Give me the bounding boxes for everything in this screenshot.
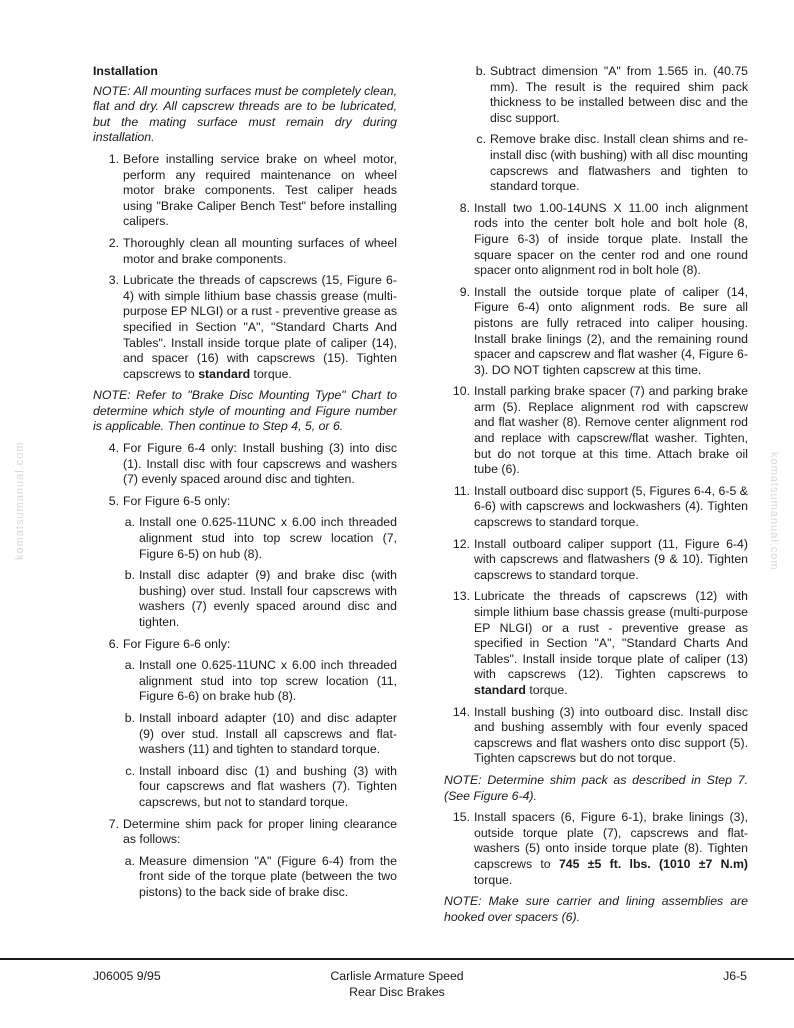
step-number: 2. — [108, 235, 119, 250]
step-7b — [444, 64, 748, 126]
section-heading: Installation — [93, 64, 158, 78]
note-mounting-type: NOTE: Refer to "Brake Disc Mounting Type" Chart to determine which style of mounting and Figure number is applicable. Then continue to Step 4, 5, or 6. — [93, 388, 397, 434]
step-5 — [93, 494, 397, 510]
step-7c — [444, 132, 748, 194]
step-text: Determine shim pack for proper lining clearance as follows: — [123, 816, 397, 847]
left-column — [93, 64, 397, 907]
substep-letter: b. — [475, 64, 486, 78]
step-text-part: torque. — [250, 366, 292, 381]
step-number: 9. — [459, 284, 470, 299]
step-text: For Figure 6-5 only: — [123, 493, 231, 508]
step-11 — [444, 484, 748, 531]
bold-term: standard — [474, 682, 526, 697]
bold-term: standard — [198, 366, 251, 381]
step-text — [474, 810, 748, 888]
substep-letter: c. — [476, 132, 486, 147]
watermark-left: komatsumanual.com — [14, 441, 26, 560]
step-text: Thoroughly clean all mounting surfaces of wheel motor and brake components. — [123, 235, 397, 266]
step-number: 4. — [108, 441, 119, 456]
step-number: 10. — [452, 384, 470, 399]
step-number: 8. — [459, 200, 470, 215]
substep-letter: a. — [124, 853, 135, 868]
step-12 — [444, 537, 748, 584]
footer-title-line2: Rear Disc Brakes — [349, 985, 445, 999]
substep-text: Install inboard adapter (10) and disc adapter (9) over stud. Install all capscrews and flat-washers (11) and tighten to standard torque. — [139, 710, 397, 757]
step-text: Install bushing (3) into outboard disc. Install disc and bushing assembly with four evenly spaced capscrews and flat washers onto disc support (5). Tighten capscrews but do not torque. — [474, 704, 748, 766]
step-text — [474, 589, 748, 698]
substep-letter: b. — [124, 568, 135, 583]
substep-letter: a. — [124, 658, 135, 673]
step-text: For Figure 6-6 only: — [123, 636, 231, 651]
step-text: Before installing service brake on wheel motor, perform any required maintenance on wheel motor brake components. Test caliper heads using "Brake Caliper Bench Test" before installing calipers. — [123, 151, 397, 229]
substep-text: Subtract dimension "A" from 1.565 in. (40.75 mm). The result is the required shim pack thickness to be installed between disc and the disc support. — [490, 64, 748, 125]
substep-text: Remove brake disc. Install clean shims and re-install disc (with bushing) with all disc mounting capscrews and flatwashers and tighten to standard torque. — [490, 132, 748, 194]
step-7a — [93, 854, 397, 901]
footer-divider — [0, 958, 794, 960]
step-number: 5. — [108, 493, 119, 508]
step-text-part: Lubricate the threads of capscrews (15, Figure 6-4) with simple lithium base chassis grease (multi-purpose EP NLGI) or a rust - preventive grease as specified in Section "A", "Standard Charts And Tables". Install inside torque plate of caliper (14), and spacer (16) with capscrews (15). Tighten capscrews to — [123, 273, 397, 381]
step-number: 7. — [108, 816, 119, 831]
step-14 — [444, 705, 748, 767]
substep-letter: c. — [125, 763, 135, 778]
step-13 — [444, 589, 748, 698]
step-6 — [93, 637, 397, 653]
footer-title — [247, 968, 547, 1000]
step-number: 1. — [108, 151, 119, 166]
step-text: Install parking brake spacer (7) and parking brake arm (5). Replace alignment rod with capscrew and flat washer (8). Remove center alignment rod and replace with capscrew/flat washer. Tighten, but do not torque at this time. Attach brake oil tube (6). — [474, 384, 748, 477]
step-text-part: torque. — [474, 872, 513, 887]
footer-doc-id: J06005 9/95 — [93, 969, 161, 983]
step-8 — [444, 201, 748, 279]
step-2 — [93, 236, 397, 267]
step-9 — [444, 285, 748, 379]
step-5a — [93, 515, 397, 562]
step-text: Install outboard disc support (5, Figures 6-4, 6-5 & 6-6) with capscrews and lockwashers (4). Tighten capscrews to standard torque. — [474, 483, 748, 530]
substep-text: Install inboard disc (1) and bushing (3) with four capscrews and flat washers (7). Tighten capscrews, but not to standard torque. — [139, 763, 397, 809]
step-text-part: torque. — [525, 682, 568, 697]
substep-letter: a. — [124, 515, 135, 530]
step-text — [123, 273, 397, 382]
note-mounting-surfaces: NOTE: All mounting surfaces must be completely clean, flat and dry. All capscrew threads are to be lubricated, but the mating surface must remain dry during installation. — [93, 83, 397, 145]
step-7 — [93, 817, 397, 848]
footer-title-line1: Carlisle Armature Speed — [330, 969, 464, 983]
page-number: J6-5 — [723, 969, 747, 983]
step-6c — [93, 764, 397, 811]
step-text: For Figure 6-4 only: Install bushing (3) into disc (1). Install disc with four capscrews and washers (7) evenly spaced around disc and tighten. — [123, 441, 397, 487]
step-text: Install two 1.00-14UNS X 11.00 inch alignment rods into the center bolt hole and bolt hole (8, Figure 6-3) of inside torque plate. Install the square spacer on the center rod and one round spacer onto alignment rod in bolt hole (8). — [474, 200, 748, 278]
substep-text: Measure dimension "A" (Figure 6-4) from the front side of the torque plate (between the two pistons) to the back side of brake disc. — [139, 853, 397, 899]
step-number: 6. — [108, 636, 119, 651]
right-column — [444, 64, 748, 931]
step-15 — [444, 810, 748, 888]
step-4 — [93, 441, 397, 488]
step-number: 11. — [453, 483, 470, 498]
step-text-part: Lubricate the threads of capscrews (12) with simple lithium base chassis grease (multi-purpose EP NLGI) or a rust - preventive grease as specified in Section "A", "Standard Charts And Tables". Install inside torque plate of caliper (13) with capscrews (12). Tighten capscrews to — [474, 589, 748, 682]
watermark-right: komatsumanual.com — [768, 452, 780, 571]
step-number: 3. — [108, 273, 119, 288]
step-text: Install the outside torque plate of caliper (14, Figure 6-4) onto alignment rods. Be sure all pistons are fully retraced into caliper housing. Install brake linings (2), and the remaining round spacer and capscrew and flat washer (4, Figure 6-3). DO NOT tighten capscrew at this time. — [474, 284, 748, 377]
step-5b — [93, 568, 397, 630]
step-number: 14. — [452, 704, 470, 719]
step-number: 15. — [452, 810, 470, 825]
substep-letter: b. — [124, 710, 135, 725]
step-number: 13. — [452, 589, 470, 604]
step-1 — [93, 152, 397, 230]
torque-spec: 745 ±5 ft. lbs. (1010 ±7 N.m) — [558, 856, 748, 871]
note-shim-pack: NOTE: Determine shim pack as described in Step 7. (See Figure 6-4). — [444, 772, 748, 803]
step-6b — [93, 711, 397, 758]
note-carrier-lining: NOTE: Make sure carrier and lining assemblies are hooked over spacers (6). — [444, 894, 748, 924]
substep-text: Install one 0.625-11UNC x 6.00 inch threaded alignment stud into top screw location (11, Figure 6-6) on brake hub (8). — [139, 658, 397, 704]
substep-text: Install disc adapter (9) and brake disc (with bushing) over stud. Install four capscrews with washers (7) evenly spaced around disc and tighten. — [139, 568, 397, 629]
step-3 — [93, 273, 397, 382]
step-text: Install outboard caliper support (11, Figure 6-4) with capscrews and flatwashers (9 & 10). Tighten capscrews to standard torque. — [474, 536, 748, 582]
step-text-part: Install spacers (6, Figure 6-1), brake linings (3), outside torque plate (7), capscrews and flat-washers (5) onto inside torque plate (8). Tighten capscrews to — [474, 810, 748, 871]
step-6a — [93, 658, 397, 705]
substep-text: Install one 0.625-11UNC x 6.00 inch threaded alignment stud into top screw location (7, Figure 6-5) on hub (8). — [139, 515, 397, 561]
step-number: 12. — [452, 536, 470, 551]
step-10 — [444, 384, 748, 478]
